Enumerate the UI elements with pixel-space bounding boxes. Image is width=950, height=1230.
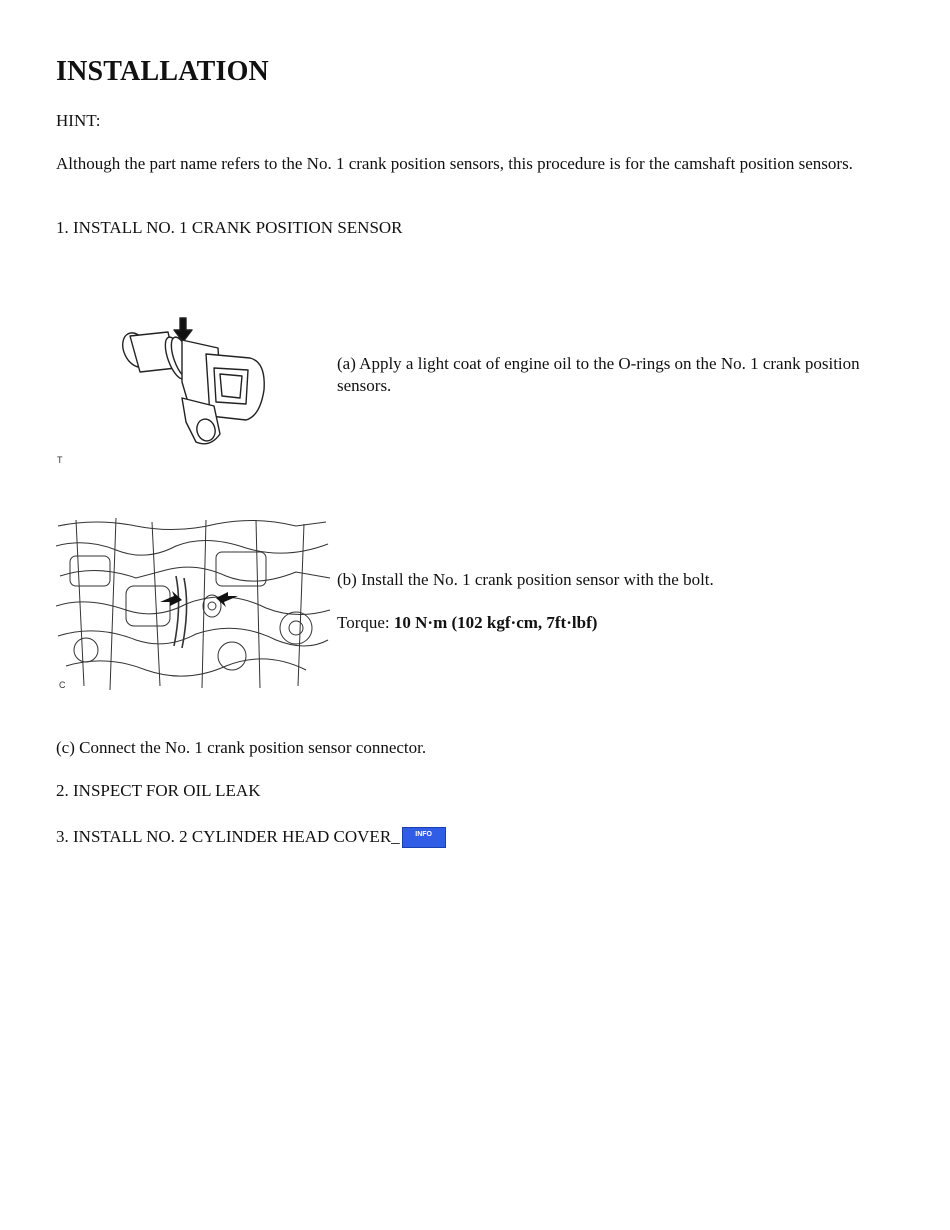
- step3-heading: [56, 826, 446, 852]
- step3-suffix: _: [391, 827, 400, 846]
- figure-label-c: C: [59, 680, 66, 690]
- torque-spec: [337, 612, 877, 634]
- engine-illustration: [56, 516, 332, 692]
- page-title: INSTALLATION: [56, 56, 269, 87]
- step1c-text: (c) Connect the No. 1 crank position sensor connector.: [56, 738, 427, 757]
- info-link-button[interactable]: INFO: [402, 827, 446, 848]
- sensor-illustration: [110, 312, 280, 452]
- hint-text: Although the part name refers to the No. 1 crank position sensors, this procedure is for the camshaft position sensors.: [56, 154, 853, 173]
- step1a-text: (a) Apply a light coat of engine oil to the O-rings on the No. 1 crank position sensors.: [337, 354, 860, 395]
- step3-text: 3. INSTALL NO. 2 CYLINDER HEAD COVER: [56, 827, 392, 846]
- engine-bay-drawing: [56, 516, 332, 692]
- torque-label: Torque:: [337, 613, 394, 632]
- step1b-text: (b) Install the No. 1 crank position sensor with the bolt.: [337, 570, 714, 589]
- crank-sensor-drawing: [110, 312, 280, 452]
- torque-value: 10 N·m (102 kgf·cm, 7ft·lbf): [393, 613, 598, 632]
- step2-heading: 2. INSPECT FOR OIL LEAK: [56, 781, 261, 800]
- step1-heading: 1. INSTALL NO. 1 CRANK POSITION SENSOR: [56, 218, 403, 237]
- figure-label-t: T: [57, 455, 63, 465]
- hint-label: HINT:: [56, 111, 101, 130]
